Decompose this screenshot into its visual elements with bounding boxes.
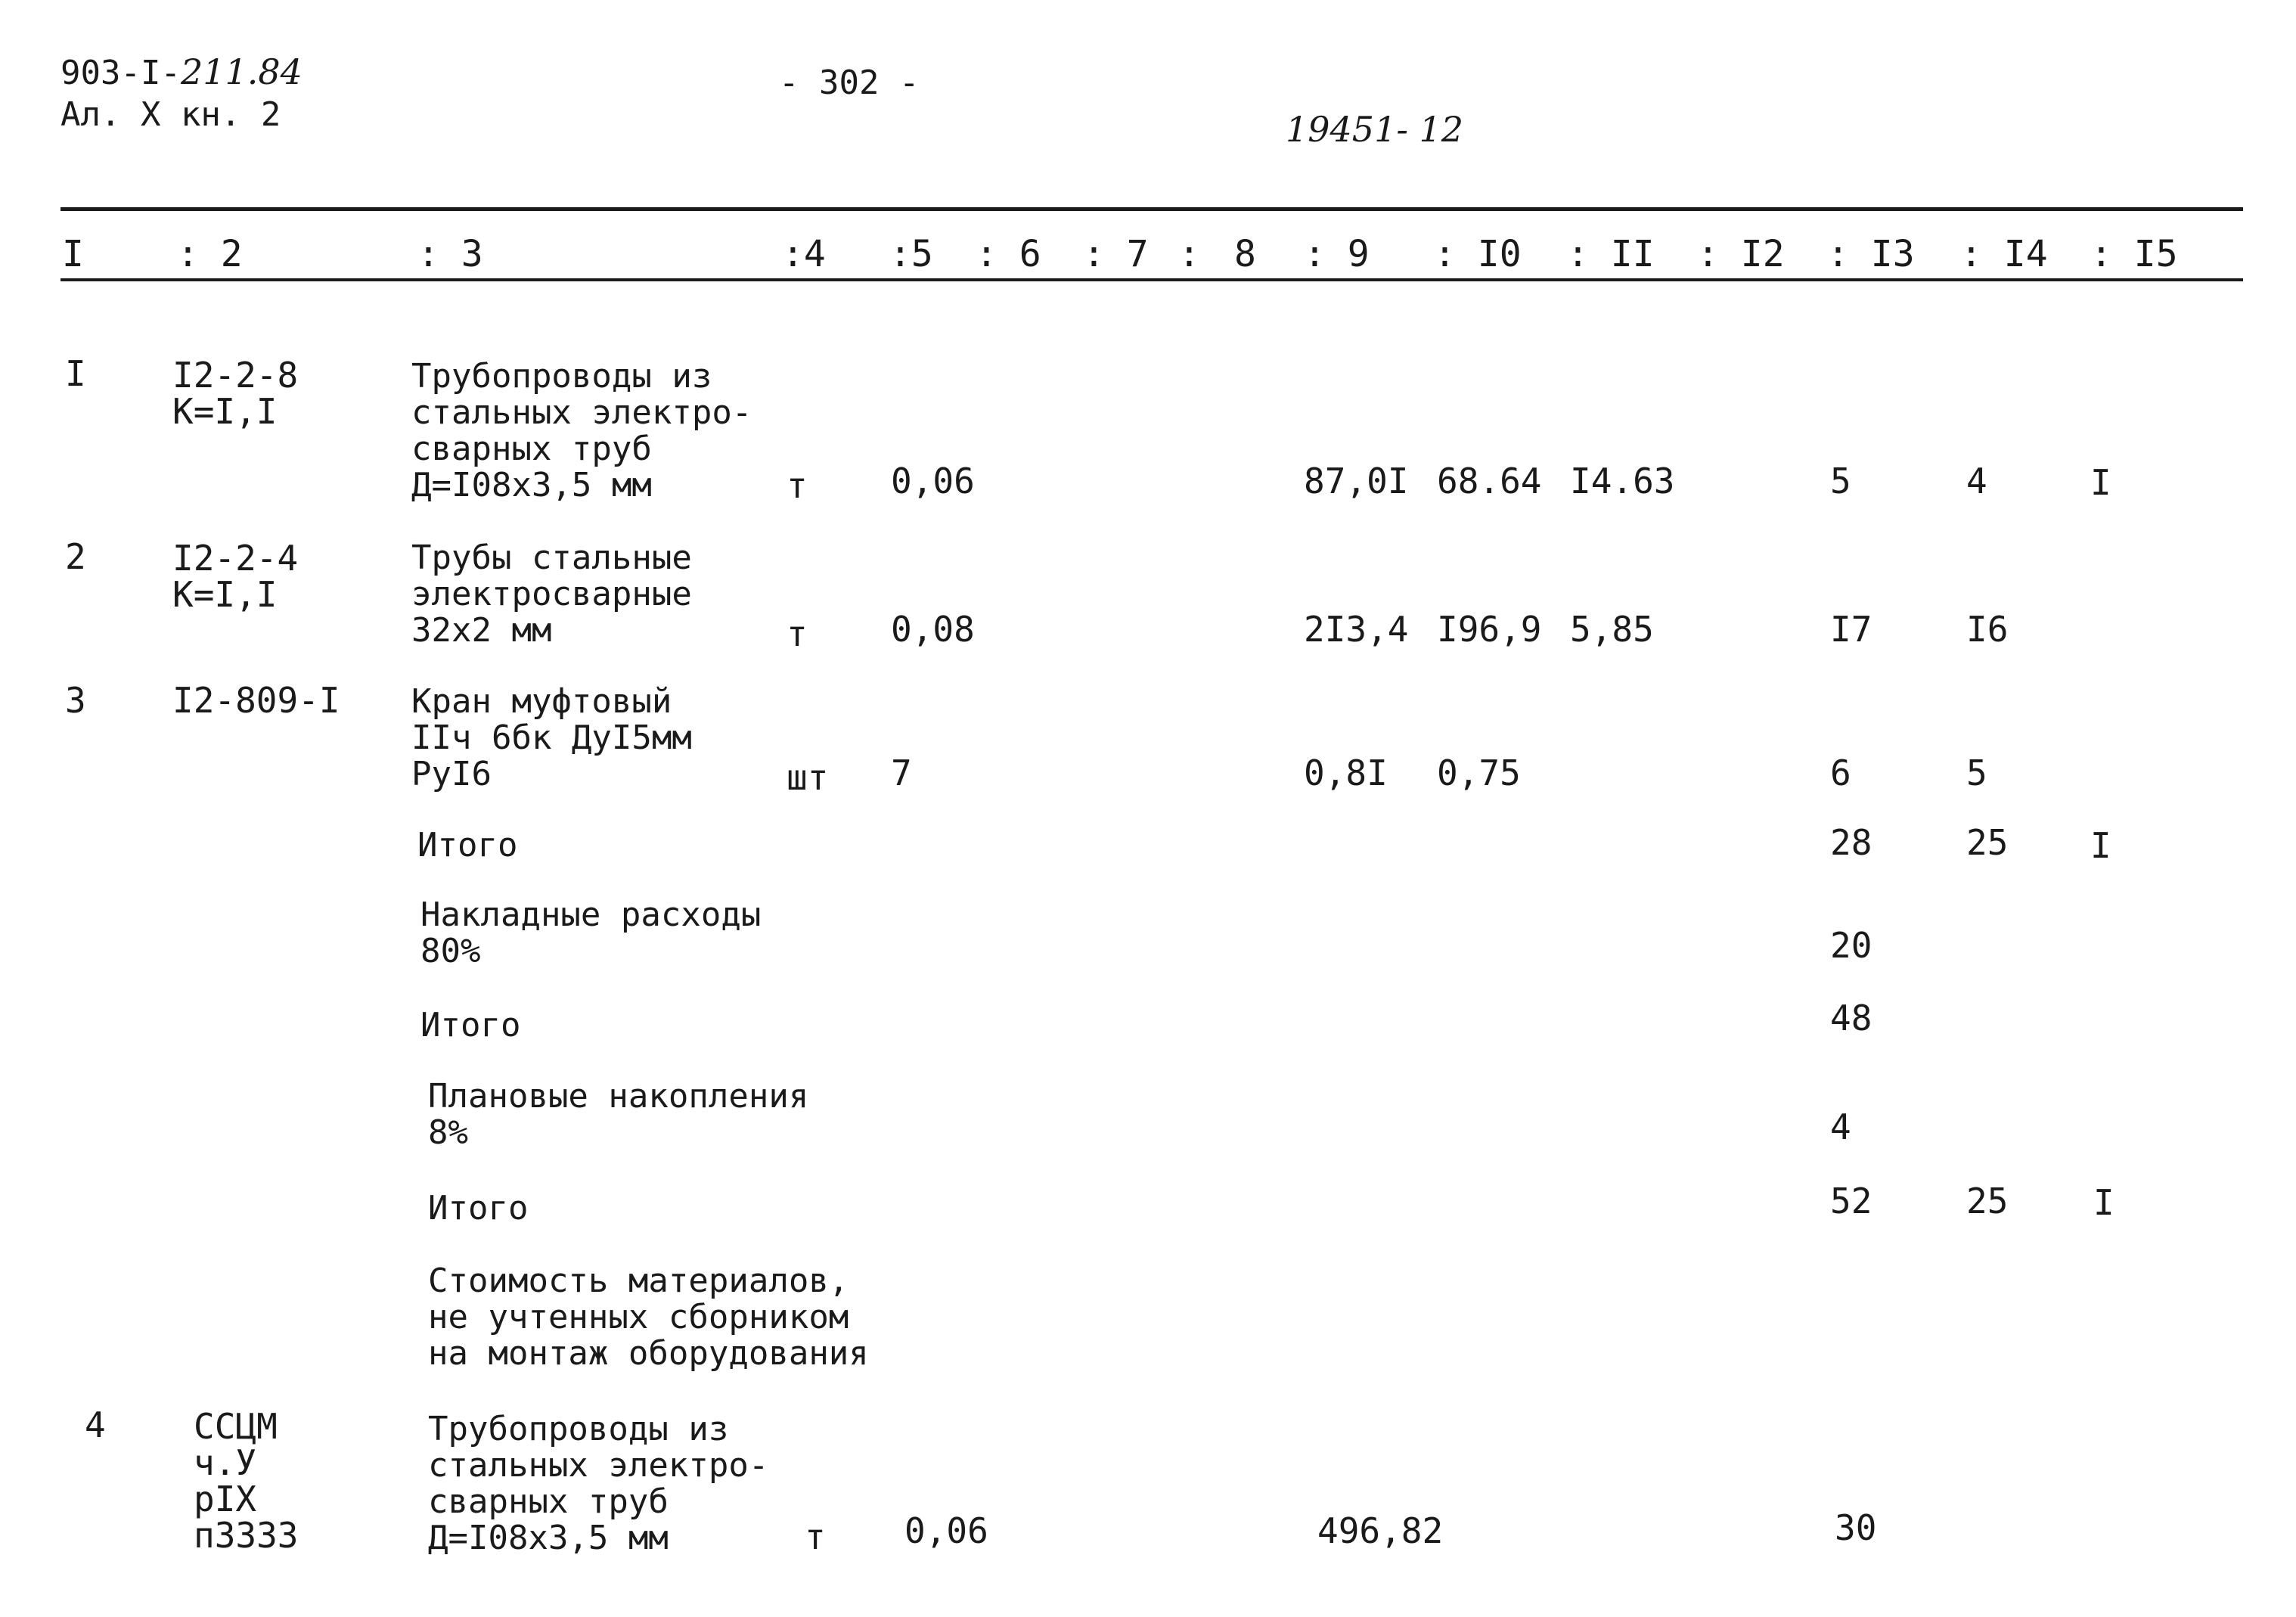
column-5: :5 — [889, 233, 933, 275]
column-11: : II — [1567, 233, 1655, 275]
cell-col13: 52 — [1830, 1181, 1872, 1221]
cell-col13: 4 — [1830, 1106, 1851, 1147]
cell-col13: 20 — [1830, 925, 1872, 966]
cell-col13: 28 — [1830, 822, 1872, 863]
quantity: 0,06 — [891, 461, 975, 501]
cell-col14: 5 — [1966, 753, 1987, 793]
column-12: : I2 — [1697, 233, 1785, 275]
cell-col9: 87,0I — [1304, 461, 1409, 501]
column-14: : I4 — [1960, 233, 2048, 275]
cell-col14: 4 — [1966, 461, 1987, 501]
summary-label: Накладные расходы 80% — [420, 895, 762, 970]
page-number: - 302 - — [779, 64, 920, 102]
header-bottom-rule — [61, 278, 2243, 281]
cell-col13: 5 — [1830, 461, 1851, 501]
row-number: 4 — [85, 1404, 106, 1445]
cell-col15: I — [2090, 462, 2111, 503]
quantity: 0,06 — [904, 1510, 988, 1551]
cell-col10: I96,9 — [1437, 609, 1542, 650]
materials-note: Стоимость материалов, не учтенных сборником на монтаж оборудования — [428, 1262, 869, 1373]
cell-col14: 25 — [1966, 1181, 2009, 1221]
rate-code: I2-809-I — [172, 680, 340, 721]
sheet-number: 19451- 12 — [1286, 109, 1464, 150]
item-description: Трубопроводы из стальных электро- сварных труб Д=I08х3,5 мм — [411, 357, 752, 504]
column-separator: : — [1178, 233, 1200, 275]
header-top-rule — [61, 207, 2243, 211]
quantity: 7 — [891, 753, 912, 793]
column-1: I — [62, 233, 84, 275]
row-number: I — [65, 353, 86, 394]
row-number: 3 — [65, 680, 86, 721]
row-number: 2 — [65, 536, 86, 577]
column-2: : 2 — [177, 233, 243, 275]
cell-col14: 25 — [1966, 822, 2009, 863]
cell-col10: 0,75 — [1437, 753, 1521, 793]
cell-col13: 6 — [1830, 753, 1851, 793]
column-13: : I3 — [1827, 233, 1915, 275]
cell-col9: 0,8I — [1304, 753, 1388, 793]
cell-col14: I6 — [1966, 609, 2009, 650]
album-line: Ал. X кн. 2 — [61, 95, 281, 134]
cell-col15: I — [2093, 1182, 2114, 1223]
cell-col15: I — [2090, 825, 2111, 866]
summary-label: Плановые накопления 8% — [428, 1077, 809, 1152]
cell-col9: 496,82 — [1317, 1510, 1444, 1551]
cell-col10: 68.64 — [1437, 461, 1542, 501]
item-description: Трубопроводы из стальных электро- сварных труб Д=I08х3,5 мм — [428, 1410, 769, 1557]
summary-label: Итого — [428, 1189, 529, 1227]
summary-label: Итого — [420, 1006, 521, 1044]
document-code-handwritten: 211.84 — [180, 51, 303, 92]
unit: т — [805, 1516, 826, 1557]
column-10: : I0 — [1434, 233, 1522, 275]
cell-col11: I4.63 — [1570, 461, 1675, 501]
cell-col13: 48 — [1830, 998, 1872, 1038]
quantity: 0,08 — [891, 609, 975, 650]
item-description: Кран муфтовый IIч 6бк ДуI5мм РуI6 — [411, 682, 692, 793]
rate-code: I2-2-4 К=I,I — [172, 538, 299, 615]
document-code-prefix: 903-I- — [61, 54, 181, 92]
column-4: :4 — [782, 233, 826, 275]
unit: т — [787, 465, 808, 506]
column-8: 8 — [1234, 233, 1256, 275]
column-6: : 6 — [976, 233, 1041, 275]
cell-col13: I7 — [1830, 609, 1872, 650]
cell-col11: 5,85 — [1570, 609, 1654, 650]
column-9: : 9 — [1304, 233, 1370, 275]
rate-code: ССЦМ ч.У рIX п3333 — [194, 1406, 299, 1556]
column-7: : 7 — [1083, 233, 1149, 275]
cell-col9: 2I3,4 — [1304, 609, 1409, 650]
column-3: : 3 — [417, 233, 483, 275]
item-description: Трубы стальные электросварные 32х2 мм — [411, 538, 692, 650]
column-15: : I5 — [2090, 233, 2178, 275]
summary-label: Итого — [417, 826, 518, 864]
cell-col13: 30 — [1835, 1507, 1877, 1548]
unit: т — [787, 613, 808, 654]
document-code — [61, 51, 303, 92]
unit: шт — [787, 757, 829, 798]
rate-code: I2-2-8 К=I,I — [172, 355, 299, 432]
